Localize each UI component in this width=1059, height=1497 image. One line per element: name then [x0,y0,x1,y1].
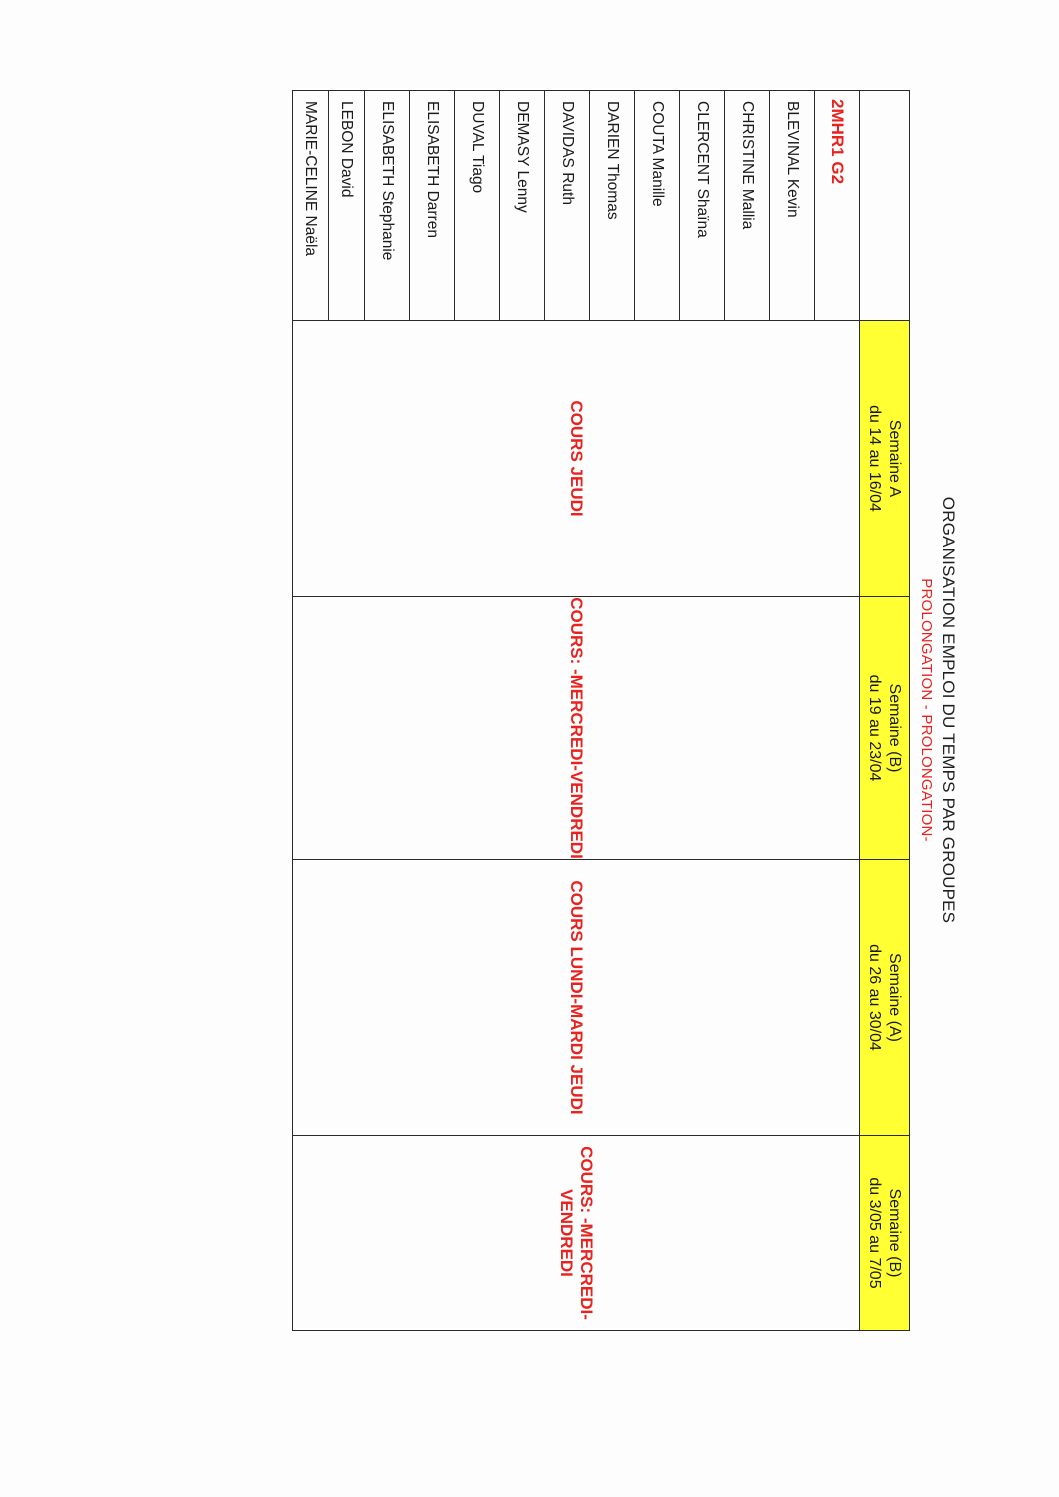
week-header-4 [860,1136,910,1331]
week-header-3 [860,860,910,1136]
cours-week-3: COURS LUNDI-MARDI JEUDI [293,860,860,1136]
student-name: CHRISTINE Mallia [725,91,770,321]
document-subtitle: PROLONGATION - PROLONGATION- [918,578,935,842]
week-dates: du 14 au 16/04 [866,405,884,512]
student-name: ELISABETH Stephanie [365,91,410,321]
cours-week-4: COURS: -MERCREDI-VENDREDI [293,1136,860,1331]
cours-week-1: COURS JEUDI [293,321,860,597]
schedule-table [292,90,910,1331]
student-name: LEBON David [329,91,365,321]
student-name: MARIE-CELINE Naëla [293,91,329,321]
schedule-sheet [302,90,962,1330]
student-name: ELISABETH Darren [410,91,455,321]
cours-week-2: COURS: -MERCREDI-VENDREDI [293,597,860,860]
week-header-1 [860,321,910,597]
week-label: Semaine (B) [886,1188,904,1278]
week-dates: du 19 au 23/04 [866,674,884,782]
student-name: DUVAL Tiago [455,91,500,321]
header-row [860,91,910,1331]
corner-cell [860,91,910,321]
week-dates: du 26 au 30/04 [866,944,884,1051]
student-name: CLERCENT Shaïna [680,91,725,321]
student-name: DAVIDAS Ruth [545,91,590,321]
week-dates: du 3/05 au 7/05 [866,1177,884,1289]
week-header-2 [860,597,910,860]
document-title: ORGANISATION EMPLOI DU TEMPS PAR GROUPES [939,496,958,924]
week-label: Semaine (B) [886,683,904,773]
student-name: BLEVINAL Kevin [770,91,815,321]
student-name: DEMASY Lenny [500,91,545,321]
group-row [815,91,860,1331]
week-label: Semaine A [886,419,904,498]
group-name: 2MHR1 G2 [815,91,860,321]
week-label: Semaine (A) [886,953,904,1042]
student-name: COUTA Manille [635,91,680,321]
student-name: DARIEN Thomas [590,91,635,321]
